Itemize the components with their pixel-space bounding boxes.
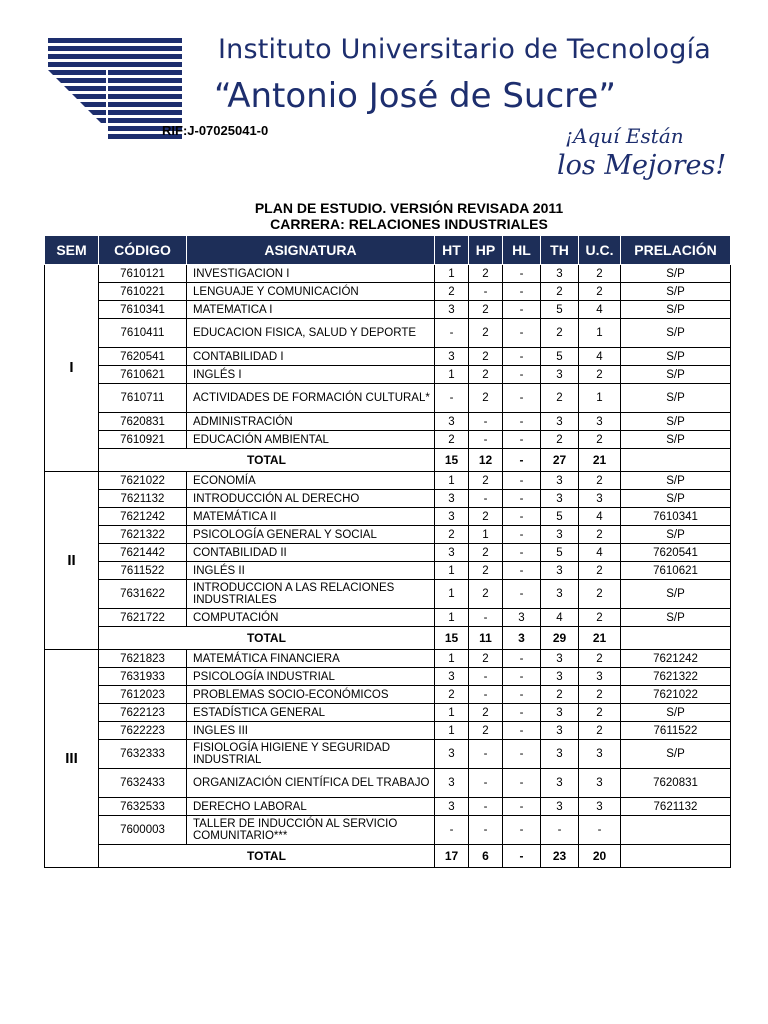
- course-name: ORGANIZACIÓN CIENTÍFICA DEL TRABAJO: [187, 769, 435, 798]
- course-code: 7600003: [99, 816, 187, 845]
- course-name: INVESTIGACION I: [187, 265, 435, 283]
- course-code: 7622223: [99, 722, 187, 740]
- course-code: 7632333: [99, 740, 187, 769]
- hp-value: -: [469, 490, 503, 508]
- table-body: [45, 265, 731, 868]
- course-name: PSICOLOGÍA GENERAL Y SOCIAL: [187, 526, 435, 544]
- hp-value: 1: [469, 526, 503, 544]
- hp-value: -: [469, 609, 503, 627]
- course-name: CONTABILIDAD II: [187, 544, 435, 562]
- column-header: PRELACIÓN: [621, 236, 731, 265]
- prelacion-value: 7621022: [621, 686, 731, 704]
- course-code: 7621442: [99, 544, 187, 562]
- uc-value: 3: [579, 740, 621, 769]
- th-value: 3: [541, 413, 579, 431]
- hp-value: 2: [469, 562, 503, 580]
- uc-value: 4: [579, 544, 621, 562]
- table-row: [45, 366, 731, 384]
- course-code: 7621823: [99, 650, 187, 668]
- course-name: INGLÉS I: [187, 366, 435, 384]
- th-value: 2: [541, 384, 579, 413]
- uc-value: 2: [579, 562, 621, 580]
- document-subtitle: CARRERA: RELACIONES INDUSTRIALES: [270, 216, 548, 232]
- hp-value: 2: [469, 366, 503, 384]
- table-row: [45, 816, 731, 845]
- prelacion-value: 7621322: [621, 668, 731, 686]
- study-plan-table: [44, 235, 731, 868]
- table-row: [45, 301, 731, 319]
- course-name: INGLES III: [187, 722, 435, 740]
- course-name: PROBLEMAS SOCIO-ECONÓMICOS: [187, 686, 435, 704]
- table-row: [45, 544, 731, 562]
- prelacion-value: S/P: [621, 301, 731, 319]
- hp-value: -: [469, 740, 503, 769]
- hp-value: -: [469, 798, 503, 816]
- th-value: 4: [541, 609, 579, 627]
- rif-number: RIF:J-07025041-0: [162, 123, 269, 138]
- prelacion-value: [621, 816, 731, 845]
- th-value: 3: [541, 265, 579, 283]
- total-th: 23: [541, 845, 579, 868]
- uc-value: 1: [579, 384, 621, 413]
- ht-value: 1: [435, 265, 469, 283]
- th-value: 2: [541, 431, 579, 449]
- uc-value: 3: [579, 668, 621, 686]
- total-prelacion-empty: [621, 845, 731, 868]
- course-code: 7621322: [99, 526, 187, 544]
- ht-value: 2: [435, 431, 469, 449]
- ht-value: 3: [435, 348, 469, 366]
- total-th: 27: [541, 449, 579, 472]
- uc-value: 2: [579, 526, 621, 544]
- uc-value: 2: [579, 431, 621, 449]
- prelacion-value: S/P: [621, 580, 731, 609]
- th-value: 3: [541, 722, 579, 740]
- total-hl: 3: [503, 627, 541, 650]
- th-value: 3: [541, 769, 579, 798]
- hl-value: -: [503, 580, 541, 609]
- hp-value: 2: [469, 580, 503, 609]
- th-value: 3: [541, 668, 579, 686]
- ht-value: 3: [435, 544, 469, 562]
- th-value: 3: [541, 562, 579, 580]
- hl-value: -: [503, 490, 541, 508]
- uc-value: 2: [579, 609, 621, 627]
- total-ht: 15: [435, 627, 469, 650]
- prelacion-value: 7620831: [621, 769, 731, 798]
- column-header: TH: [541, 236, 579, 265]
- ht-value: 3: [435, 668, 469, 686]
- th-value: 5: [541, 348, 579, 366]
- uc-value: 2: [579, 366, 621, 384]
- course-code: 7611522: [99, 562, 187, 580]
- total-prelacion-empty: [621, 449, 731, 472]
- table-row: [45, 769, 731, 798]
- course-name: INTRODUCCIÓN AL DERECHO: [187, 490, 435, 508]
- hl-value: -: [503, 704, 541, 722]
- course-code: 7631622: [99, 580, 187, 609]
- course-code: 7632533: [99, 798, 187, 816]
- uc-value: 2: [579, 283, 621, 301]
- table-row: [45, 686, 731, 704]
- hp-value: -: [469, 769, 503, 798]
- hl-value: -: [503, 650, 541, 668]
- uc-value: 2: [579, 472, 621, 490]
- column-header: SEM: [45, 236, 99, 265]
- uc-value: 2: [579, 650, 621, 668]
- course-code: 7621722: [99, 609, 187, 627]
- ht-value: -: [435, 319, 469, 348]
- th-value: 3: [541, 798, 579, 816]
- hp-value: -: [469, 283, 503, 301]
- total-uc: 21: [579, 627, 621, 650]
- ht-value: 3: [435, 769, 469, 798]
- prelacion-value: S/P: [621, 319, 731, 348]
- hl-value: -: [503, 508, 541, 526]
- uc-value: 3: [579, 798, 621, 816]
- hp-value: 2: [469, 265, 503, 283]
- th-value: 2: [541, 319, 579, 348]
- course-code: 7631933: [99, 668, 187, 686]
- total-uc: 21: [579, 449, 621, 472]
- column-header: CÓDIGO: [99, 236, 187, 265]
- course-name: LENGUAJE Y COMUNICACIÓN: [187, 283, 435, 301]
- course-name: ADMINISTRACIÓN: [187, 413, 435, 431]
- prelacion-value: S/P: [621, 431, 731, 449]
- uc-value: 2: [579, 265, 621, 283]
- prelacion-value: S/P: [621, 740, 731, 769]
- hl-value: -: [503, 431, 541, 449]
- uc-value: 4: [579, 301, 621, 319]
- course-name: EDUCACIÓN AMBIENTAL: [187, 431, 435, 449]
- table-row: [45, 704, 731, 722]
- slogan-line-1: ¡Aquí Están: [565, 124, 684, 148]
- uc-value: 3: [579, 413, 621, 431]
- total-hp: 12: [469, 449, 503, 472]
- hl-value: -: [503, 366, 541, 384]
- th-value: 3: [541, 366, 579, 384]
- hp-value: 2: [469, 348, 503, 366]
- ht-value: 1: [435, 650, 469, 668]
- uc-value: 2: [579, 722, 621, 740]
- ht-value: 2: [435, 283, 469, 301]
- total-th: 29: [541, 627, 579, 650]
- ht-value: 3: [435, 301, 469, 319]
- course-code: 7610121: [99, 265, 187, 283]
- table-row: [45, 650, 731, 668]
- th-value: 3: [541, 490, 579, 508]
- course-code: 7610711: [99, 384, 187, 413]
- total-row: [45, 845, 731, 868]
- total-hp: 11: [469, 627, 503, 650]
- course-name: MATEMATICA I: [187, 301, 435, 319]
- course-name: FISIOLOGÍA HIGIENE Y SEGURIDAD INDUSTRIAL: [187, 740, 435, 769]
- hl-value: -: [503, 319, 541, 348]
- course-code: 7620831: [99, 413, 187, 431]
- hl-value: -: [503, 544, 541, 562]
- ht-value: 1: [435, 366, 469, 384]
- ht-value: 1: [435, 704, 469, 722]
- th-value: 5: [541, 301, 579, 319]
- hl-value: -: [503, 472, 541, 490]
- column-header: HP: [469, 236, 503, 265]
- course-code: 7620541: [99, 348, 187, 366]
- total-hl: -: [503, 449, 541, 472]
- ht-value: 3: [435, 413, 469, 431]
- table-row: [45, 413, 731, 431]
- hp-value: -: [469, 431, 503, 449]
- table-header-row: [45, 236, 731, 265]
- table-row: [45, 740, 731, 769]
- hp-value: 2: [469, 704, 503, 722]
- prelacion-value: S/P: [621, 704, 731, 722]
- table-row: [45, 490, 731, 508]
- semester-label: II: [45, 472, 99, 650]
- ht-value: 3: [435, 490, 469, 508]
- hl-value: -: [503, 265, 541, 283]
- course-name: PSICOLOGÍA INDUSTRIAL: [187, 668, 435, 686]
- uc-value: 2: [579, 704, 621, 722]
- prelacion-value: S/P: [621, 283, 731, 301]
- hl-value: -: [503, 816, 541, 845]
- prelacion-value: 7620541: [621, 544, 731, 562]
- table-row: [45, 384, 731, 413]
- uc-value: 3: [579, 490, 621, 508]
- column-header: U.C.: [579, 236, 621, 265]
- total-label: TOTAL: [99, 449, 435, 472]
- course-name: DERECHO LABORAL: [187, 798, 435, 816]
- ht-value: 3: [435, 798, 469, 816]
- column-header: HT: [435, 236, 469, 265]
- prelacion-value: S/P: [621, 384, 731, 413]
- ht-value: 1: [435, 472, 469, 490]
- column-header: ASIGNATURA: [187, 236, 435, 265]
- hl-value: -: [503, 798, 541, 816]
- hl-value: -: [503, 384, 541, 413]
- hp-value: 2: [469, 650, 503, 668]
- th-value: 5: [541, 508, 579, 526]
- ht-value: 3: [435, 740, 469, 769]
- hl-value: -: [503, 348, 541, 366]
- th-value: -: [541, 816, 579, 845]
- prelacion-value: 7610621: [621, 562, 731, 580]
- prelacion-value: S/P: [621, 366, 731, 384]
- course-name: COMPUTACIÓN: [187, 609, 435, 627]
- total-ht: 17: [435, 845, 469, 868]
- prelacion-value: S/P: [621, 472, 731, 490]
- hp-value: 2: [469, 472, 503, 490]
- hl-value: -: [503, 526, 541, 544]
- total-label: TOTAL: [99, 845, 435, 868]
- hp-value: 2: [469, 301, 503, 319]
- course-name: ACTIVIDADES DE FORMACIÓN CULTURAL*: [187, 384, 435, 413]
- table-row: [45, 319, 731, 348]
- th-value: 3: [541, 580, 579, 609]
- prelacion-value: 7621242: [621, 650, 731, 668]
- hp-value: -: [469, 668, 503, 686]
- course-code: 7621022: [99, 472, 187, 490]
- hp-value: 2: [469, 384, 503, 413]
- hl-value: -: [503, 769, 541, 798]
- course-code: 7621132: [99, 490, 187, 508]
- ht-value: -: [435, 384, 469, 413]
- uc-value: 2: [579, 686, 621, 704]
- institute-subtitle: “Antonio José de Sucre”: [214, 76, 616, 116]
- ht-value: 2: [435, 686, 469, 704]
- th-value: 2: [541, 686, 579, 704]
- hl-value: -: [503, 413, 541, 431]
- hp-value: -: [469, 816, 503, 845]
- table-row: [45, 580, 731, 609]
- prelacion-value: S/P: [621, 413, 731, 431]
- hl-value: -: [503, 301, 541, 319]
- total-hl: -: [503, 845, 541, 868]
- slogan-line-2: los Mejores!: [557, 150, 727, 181]
- total-label: TOTAL: [99, 627, 435, 650]
- hp-value: 2: [469, 544, 503, 562]
- uc-value: 2: [579, 580, 621, 609]
- document-title: PLAN DE ESTUDIO. VERSIÓN REVISADA 2011: [254, 200, 564, 216]
- prelacion-value: S/P: [621, 609, 731, 627]
- table-row: [45, 668, 731, 686]
- course-code: 7622123: [99, 704, 187, 722]
- course-name: ESTADÍSTICA GENERAL: [187, 704, 435, 722]
- table-row: [45, 798, 731, 816]
- hl-value: -: [503, 722, 541, 740]
- total-ht: 15: [435, 449, 469, 472]
- prelacion-value: 7611522: [621, 722, 731, 740]
- ht-value: 1: [435, 562, 469, 580]
- ht-value: 1: [435, 722, 469, 740]
- table-row: [45, 283, 731, 301]
- course-name: ECONOMÍA: [187, 472, 435, 490]
- total-uc: 20: [579, 845, 621, 868]
- th-value: 3: [541, 704, 579, 722]
- th-value: 3: [541, 526, 579, 544]
- uc-value: 1: [579, 319, 621, 348]
- uc-value: 3: [579, 769, 621, 798]
- prelacion-value: 7610341: [621, 508, 731, 526]
- course-code: 7612023: [99, 686, 187, 704]
- course-name: CONTABILIDAD I: [187, 348, 435, 366]
- hp-value: -: [469, 413, 503, 431]
- hl-value: -: [503, 562, 541, 580]
- course-name: MATEMÁTICA FINANCIERA: [187, 650, 435, 668]
- prelacion-value: S/P: [621, 526, 731, 544]
- table-row: [45, 508, 731, 526]
- uc-value: 4: [579, 508, 621, 526]
- total-row: [45, 449, 731, 472]
- th-value: 2: [541, 283, 579, 301]
- course-code: 7632433: [99, 769, 187, 798]
- th-value: 5: [541, 544, 579, 562]
- table-row: [45, 526, 731, 544]
- total-row: [45, 627, 731, 650]
- course-name: INGLÉS II: [187, 562, 435, 580]
- table-row: [45, 472, 731, 490]
- prelacion-value: 7621132: [621, 798, 731, 816]
- th-value: 3: [541, 472, 579, 490]
- course-name: EDUCACION FISICA, SALUD Y DEPORTE: [187, 319, 435, 348]
- th-value: 3: [541, 740, 579, 769]
- prelacion-value: S/P: [621, 348, 731, 366]
- hp-value: 2: [469, 722, 503, 740]
- hl-value: 3: [503, 609, 541, 627]
- course-name: TALLER DE INDUCCIÓN AL SERVICIO COMUNITARIO***: [187, 816, 435, 845]
- total-hp: 6: [469, 845, 503, 868]
- table-row: [45, 348, 731, 366]
- hp-value: 2: [469, 508, 503, 526]
- hl-value: -: [503, 283, 541, 301]
- table-row: [45, 722, 731, 740]
- uc-value: -: [579, 816, 621, 845]
- ht-value: 1: [435, 609, 469, 627]
- course-code: 7610621: [99, 366, 187, 384]
- table-row: [45, 265, 731, 283]
- course-code: 7621242: [99, 508, 187, 526]
- hl-value: -: [503, 740, 541, 769]
- course-code: 7610341: [99, 301, 187, 319]
- ht-value: 2: [435, 526, 469, 544]
- ht-value: -: [435, 816, 469, 845]
- course-name: INTRODUCCION A LAS RELACIONES INDUSTRIALES: [187, 580, 435, 609]
- hl-value: -: [503, 686, 541, 704]
- uc-value: 4: [579, 348, 621, 366]
- course-name: MATEMÁTICA II: [187, 508, 435, 526]
- table-row: [45, 562, 731, 580]
- semester-label: I: [45, 265, 99, 472]
- hl-value: -: [503, 668, 541, 686]
- semester-label: III: [45, 650, 99, 868]
- th-value: 3: [541, 650, 579, 668]
- prelacion-value: S/P: [621, 490, 731, 508]
- course-code: 7610411: [99, 319, 187, 348]
- column-header: HL: [503, 236, 541, 265]
- course-code: 7610921: [99, 431, 187, 449]
- institute-name: Instituto Universitario de Tecnología: [218, 34, 712, 65]
- hp-value: 2: [469, 319, 503, 348]
- hp-value: -: [469, 686, 503, 704]
- table-row: [45, 431, 731, 449]
- course-code: 7610221: [99, 283, 187, 301]
- table-row: [45, 609, 731, 627]
- ht-value: 1: [435, 580, 469, 609]
- total-prelacion-empty: [621, 627, 731, 650]
- prelacion-value: S/P: [621, 265, 731, 283]
- ht-value: 3: [435, 508, 469, 526]
